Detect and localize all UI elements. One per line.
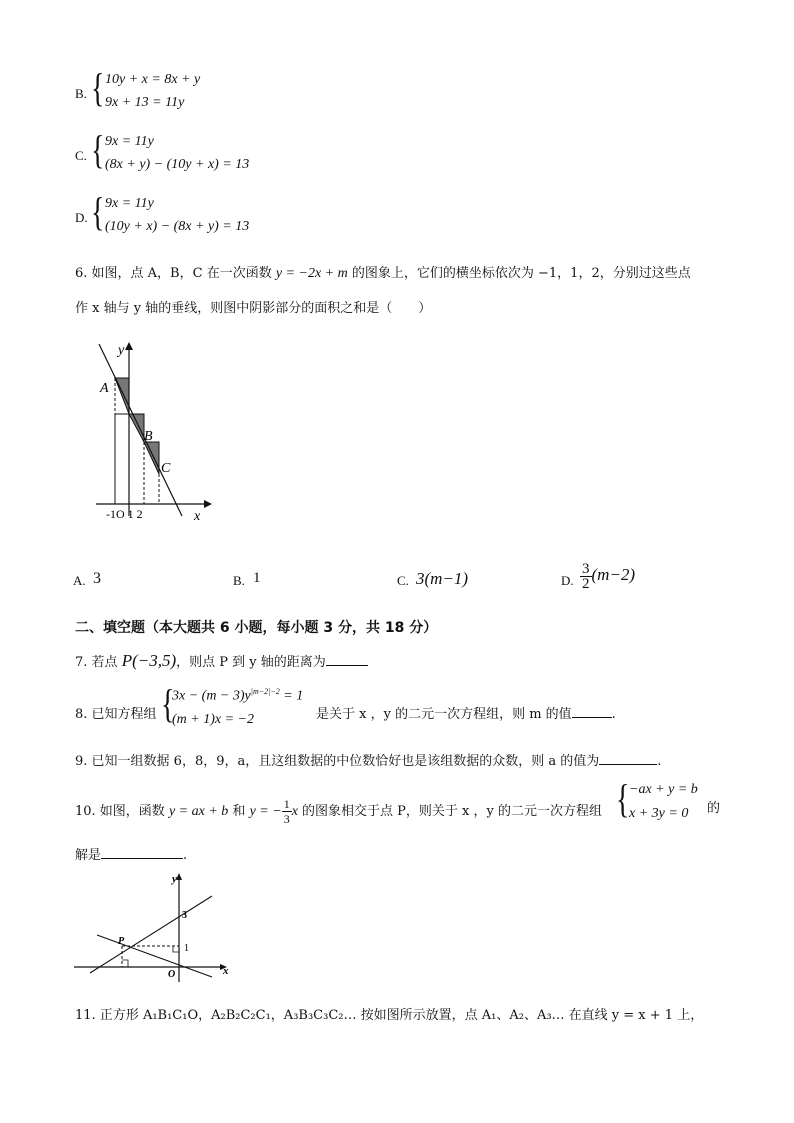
point-p-label: P [118, 936, 125, 947]
q8-post: 是关于 x ，y 的二元一次方程组，则 m 的值 . [316, 703, 616, 722]
option-b-label: B. [75, 86, 87, 101]
q6-figure [88, 338, 218, 523]
shade-b [129, 414, 144, 442]
point-c-label: C [161, 461, 171, 476]
q10-eq1: −ax + y = b [629, 782, 698, 797]
option-c-label: C. [75, 148, 87, 163]
q8-pre: 8. 已知方程组 [75, 707, 157, 722]
brace-b: { [91, 65, 105, 110]
option-b-eq1: 10y + x = 8x + y [105, 72, 201, 87]
q10-line2: 解是 . [75, 844, 187, 863]
y-axis-label: y [118, 343, 125, 358]
x-axis-label: x [194, 509, 201, 523]
option-c-eq2: (8x + y) − (10y + x) = 13 [105, 157, 250, 172]
option-b-eq2: 9x + 13 = 11y [105, 95, 185, 110]
point-b-label: B [144, 429, 153, 444]
option-d-eq2: (10y + x) − (8x + y) = 13 [105, 219, 250, 234]
q6-line2: 作 x 轴与 y 轴的垂线，则图中阴影部分的面积之和是（ ） [75, 301, 432, 316]
brace-q8: { [161, 681, 175, 726]
function-line [99, 344, 182, 516]
q6-choice-a-value: 3 [93, 570, 101, 587]
q6-choice-c-value: 3(m−1) [416, 569, 469, 588]
q7-answer-blank[interactable] [326, 652, 368, 666]
x-axis-label: x [223, 965, 229, 977]
option-d-eq1: 9x = 11y [105, 196, 154, 211]
q8-eq2: (m + 1)x = −2 [172, 712, 254, 727]
brace-q10: { [616, 776, 630, 821]
q9: 9. 已知一组数据 6，8，9，a，且这组数据的中位数恰好也是该组数据的众数，则 a 的值为 . [75, 750, 661, 769]
q9-answer-blank[interactable] [599, 751, 657, 765]
q8-eq1: $3x - (m - 3)y^{|m-2|-2} = 1$ [172, 687, 304, 704]
q6-choice-b-label: B. [233, 573, 245, 588]
brace-d: { [91, 189, 105, 234]
shade-a [115, 378, 129, 414]
shade-c [144, 442, 159, 474]
origin-label: O [168, 969, 176, 980]
y-axis-label: y [172, 873, 177, 885]
q6-choice-d-value: $\frac{3}{2}$ (m−2) [582, 561, 636, 592]
option-c-eq1: 9x = 11y [105, 134, 154, 149]
q10-answer-blank[interactable] [101, 845, 183, 859]
section-2-title: 二、填空题（本大题共 6 小题，每小题 3 分，共 18 分） [75, 620, 438, 636]
tick-3: 3 [182, 910, 187, 921]
brace-c: { [91, 127, 105, 172]
q10-de: 的 [707, 801, 721, 816]
q6-choice-d-label: D. [561, 573, 574, 588]
line-ax-plus-b [90, 896, 212, 973]
q6-choice-a-label: A. [73, 573, 86, 588]
q8-answer-blank[interactable] [572, 704, 612, 718]
q6-choice-c-label: C. [397, 573, 409, 588]
q6-line1: 6. 如图，点 A，B，C 在一次函数 y = −2x + m 的图象上，它们的横坐标依次为 −1，1，2，分别过这些点 [75, 266, 691, 281]
point-a-label: A [100, 381, 109, 396]
q10-line1: 10. 如图，函数 y = ax + b 和 y = − $\frac{1}{3}$ x 的图象相交于点 P，则关于 x ，y 的二元一次方程组 [75, 797, 602, 826]
line-neg-third-x [97, 935, 212, 977]
q11: 11. 正方形 A₁B₁C₁O，A₂B₂C₂C₁，A₃B₃C₃C₂… 按如图所示放置，点 A₁、A₂、A₃… 在直线 y = x + 1 上， [75, 1008, 704, 1023]
q6-choice-b-value: 1 [253, 570, 261, 586]
tick-1: 1 [184, 943, 189, 954]
q7: 7. 若点 P(−3,5)，则点 P 到 y 轴的距离为 [75, 651, 368, 671]
q10-eq2: x + 3y = 0 [629, 806, 689, 821]
tick-labels: -1O 1 2 [106, 507, 143, 521]
q10-figure [72, 868, 232, 986]
option-d-label: D. [75, 210, 88, 225]
